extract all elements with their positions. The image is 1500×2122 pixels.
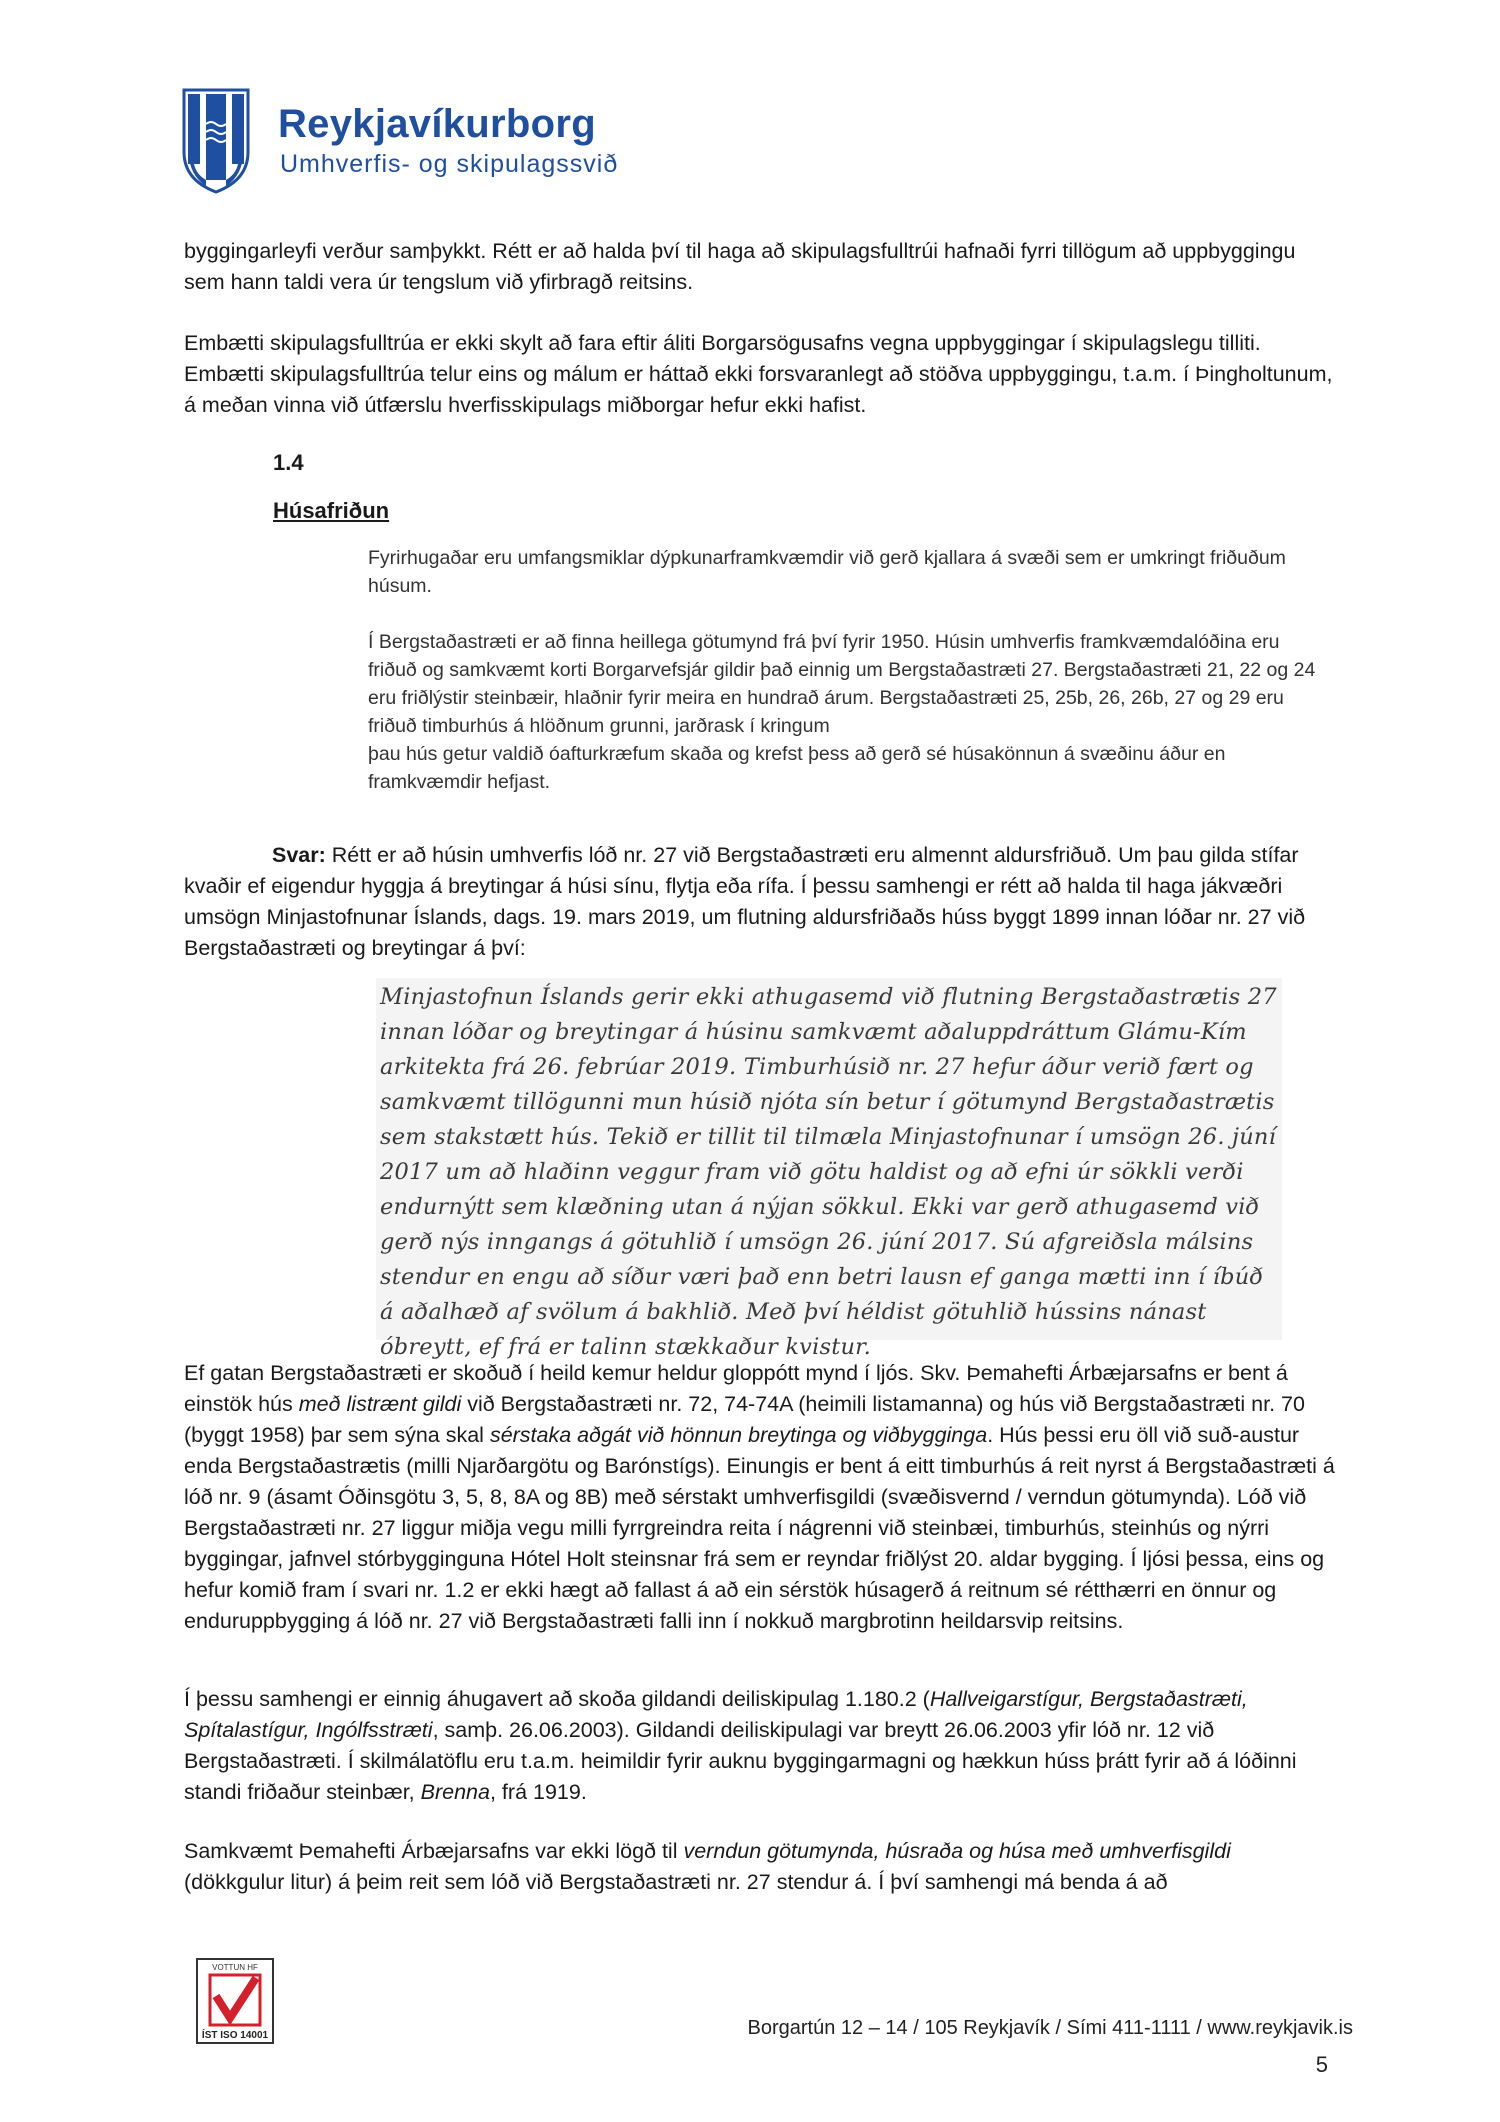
paragraph-1: byggingarleyfi verður samþykkt. Rétt er að halda því til haga að skipulagsfulltrúi hafnaði fyrri tillögum að uppbyggingu sem hann taldi vera úr tengslum við yfirbragð reitsins. (184, 239, 1296, 294)
paragraph-5: Í þessu samhengi er einnig áhugavert að skoða gildandi deiliskipulag 1.180.2 (Hallveigarstígur, Bergstaðastræti, Spítalastígur, Ingólfsstræti, samþ. 26.06.2003). Gildandi deiliskipulagi var breytt 26.06.2003 yfir lóð nr. 12 við Bergstaðastræti. Í skilmálatöflu eru t.a.m. heimildir fyrir auknu byggingarmagni og hækkun húss þrátt fyrir að á lóðinni standi friðaður steinbær, Brenna, frá 1919. (184, 1687, 1297, 1804)
answer-paragraph (184, 840, 1336, 964)
answer-text: Rétt er að húsin umhverfis lóð nr. 27 við Bergstaðastræti eru almennt aldursfriðuð. Um þau gilda stífar kvaðir ef eigendur hyggja á breytingar á húsi sínu, flytja eða rífa. Í þessu samhengi er rétt að halda til haga jákvæðri umsögn Minjastofnunar Íslands, dags. 19. mars 2019, um flutning aldursfriðaðs húss byggt 1899 innan lóðar nr. 27 við Bergstaðastræti og breytingar á því: (184, 843, 1306, 960)
question-paragraph: Í Bergstaðastræti er að finna heillega götumynd frá því fyrir 1950. Húsin umhverfis framkvæmdalóðina eru friðuð og samkvæmt korti Borgarvefsjár gildir það einnig um Bergstaðastræti 27. Bergstaðastræti 21, 22 og 24 eru friðlýstir steinbæir, hlaðnir fyrir meira en hundrað árum. Bergstaðastræti 25, 25b, 26, 26b, 27 og 29 eru friðuð timburhús á hlöðnum grunni, jarðrask í kringum (368, 631, 1316, 737)
emphasis: sérstaka aðgát við hönnun breytinga og viðbygginga (489, 1423, 988, 1447)
org-name: Reykjavíkurborg (278, 102, 596, 146)
question-paragraph: þau hús getur valdið óafturkræfum skaða og krefst þess að gerð sé húsakönnun á svæðinu áður en framkvæmdir hefjast. (368, 743, 1226, 793)
cert-top-text: VOTTUN HF (212, 1963, 258, 1972)
letterhead (182, 88, 782, 198)
cert-bottom-text: ÍST ISO 14001 (201, 2030, 269, 2041)
answer-label: Svar: (272, 843, 326, 867)
paragraph-2: Embætti skipulagsfulltrúa er ekki skylt að fara eftir áliti Borgarsögusafns vegna uppbyggingar í skipulagslegu tilliti. Embætti skipulagsfulltrúa telur eins og málum er háttað ekki forsvaranlegt að stöðva uppbyggingu, t.a.m. í Þingholtunum, á meðan vinna við útfærslu hverfisskipulags miðborgar hefur ekki hafist. (184, 331, 1333, 417)
quoted-statement: Minjastofnun Íslands gerir ekki athugasemd við flutning Bergstaðastrætis 27 innan lóðar og breytingar á húsinu samkvæmt aðaluppdráttum Glámu-Kím arkitekta frá 26. febrúar 2019. Timburhúsið nr. 27 hefur áður verið fært og samkvæmt tillögunni mun húsið njóta sín betur í götumynd Bergstaðastrætis sem stakstætt hús. Tekið er tillit til tilmæla Minjastofnunar í umsögn 26. júní 2017 um að hlaðinn veggur fram við götu haldist og að efni úr sökkli verði endurnýtt sem klæðning utan á nýjan sökkul. Ekki var gerð athugasemd við gerð nýs inngangs á götuhlið í umsögn 26. júní 2017. Sú afgreiðsla málsins stendur en engu að síður væri það enn betri lausn ef ganga mætti inn í íbúð á aðalhæð af svölum á bakhlið. Með því héldist götuhlið hússins nánast óbreytt, ef frá er talinn stækkaður kvistur. (380, 984, 1277, 1360)
section-number: 1.4 (273, 450, 304, 475)
section-title: Húsafriðun (273, 498, 390, 523)
paragraph-4: Ef gatan Bergstaðastræti er skoðuð í heild kemur heldur gloppótt mynd í ljós. Skv. Þemahefti Árbæjarsafns er bent á einstök hús með listrænt gildi við Bergstaðastræti nr. 72, 74-74A (heimili listamanna) og hús við Bergstaðastræti nr. 70 (byggt 1958) þar sem sýna skal sérstaka aðgát við hönnun breytinga og viðbygginga. Hús þessi eru öll við suð-austur enda Bergstaðastrætis (milli Njarðargötu og Barónstígs). Einungis er bent á eitt timburhús á reit nyrst á Bergstaðastræti á lóð nr. 9 (ásamt Óðinsgötu 3, 5, 8, 8A og 8B) með sérstakt umhverfisgildi (svæðisvernd / verndun götumynda). Lóð við Bergstaðastræti nr. 27 liggur miðja vegu milli fyrrgreindra reita í nágrenni við steinbæi, timburhús, steinhús og nýrri byggingar, jafnvel stórbygginguna Hótel Holt steinsnar frá sem er reyndar friðlýst 20. aldar bygging. Í ljósi þessa, eins og hefur komið fram í svari nr. 1.2 er ekki hægt að fallast á að ein sérstök húsagerð á reitnum sé rétthærri en önnur og enduruppbygging á lóð nr. 27 við Bergstaðastræti falli inn í nokkuð margbrotinn heildarsvip reitsins. (184, 1361, 1335, 1633)
emphasis: Brenna (420, 1780, 490, 1804)
page-number: 5 (1315, 2052, 1328, 2077)
question-block (368, 544, 1318, 796)
footer-address: Borgartún 12 – 14 / 105 Reykjavík / Sími 411-1111 / www.reykjavik.is (747, 2017, 1353, 2039)
iso-certificate-logo (196, 1958, 274, 2044)
emphasis: verndun götumynda, húsraða og húsa með umhverfisgildi (683, 1839, 1231, 1863)
emphasis: Hallveigarstígur, Bergstaðastræti, Spítalastígur, Ingólfsstræti (184, 1687, 1248, 1742)
reykjavik-shield-logo (182, 88, 250, 194)
question-paragraph: Fyrirhugaðar eru umfangsmiklar dýpkunarframkvæmdir við gerð kjallara á svæði sem er umkringt friðuðum húsum. (368, 547, 1286, 597)
emphasis: með listrænt gildi (298, 1392, 462, 1416)
org-department: Umhverfis- og skipulagssvið (280, 150, 619, 178)
paragraph-6: Samkvæmt Þemahefti Árbæjarsafns var ekki lögð til verndun götumynda, húsraða og húsa með umhverfisgildi (dökkgulur litur) á þeim reit sem lóð við Bergstaðastræti nr. 27 stendur á. Í því samhengi má benda á að (184, 1839, 1231, 1894)
